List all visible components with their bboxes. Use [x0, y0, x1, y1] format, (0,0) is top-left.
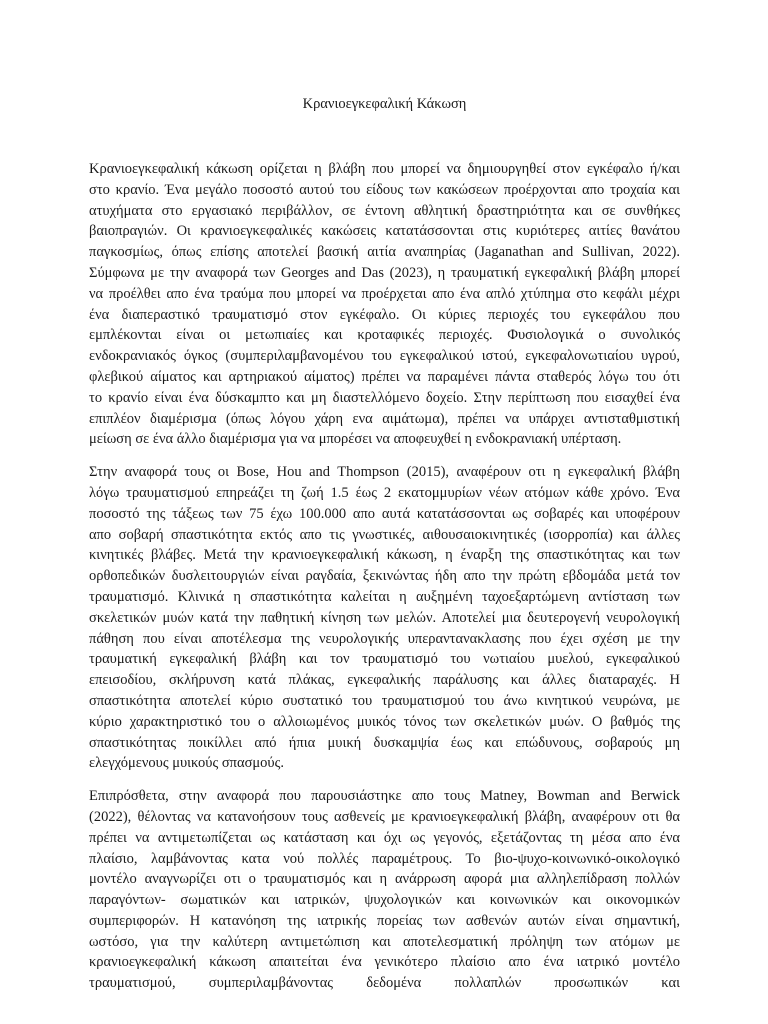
text-line: μοντέλο αναγνωρίζει οτι ο τραυματισμός και η ανάρρωση αφορά μια αλληλεπίδραση πολλών [89, 871, 680, 888]
text-line: επιπλέον διαμέρισμα (όπως λόγου χάρη ενα αιμάτωμα), πρέπει να υπάρχει αντισταθμιστική [89, 410, 680, 427]
text-line: ελεγχόμενους μυικούς σπασμούς. [89, 755, 284, 772]
text-line: Επιπρόσθετα, στην αναφορά που παρουσιάστηκε απο τους Matney, Bowman and Berwick [89, 788, 680, 805]
text-line: φλεβικού αίματος και αρτηριακού αίματος) πρέπει να παραμένει πάντα σταθερός λόγω του ότι [89, 368, 680, 385]
text-line: βαιοπραγιών. Οι κρανιοεγκεφαλικές κακώσεις κατατάσσονται στις κυριότερες αιτίες θανάτου [89, 223, 680, 240]
text-line: Σύμφωνα με την αναφορά των Georges and Das (2023), η τραυματική εγκεφαλική βλάβη μπορεί [89, 264, 680, 281]
text-line: λόγω τραυματισμού επηρεάζει τη ζωή 1.5 έως 2 εκατομμυρίων νέων ατόμων κάθε χρόνο. Ένα [89, 484, 680, 501]
text-line: (2022), θέλοντας να κατανοήσουν τους ασθενείς με κρανιοεγκεφαλική βλάβη, αναφέρουν οτι θα [89, 808, 680, 825]
text-line: ατυχήματα στο εργασιακό περιβάλλον, σε έντονη αθλητική δραστηριότητα και σε συνθήκες [89, 202, 680, 219]
text-line: στο κρανίο. Ένα μεγάλο ποσοστό αυτού του είδους των κακώσεων προέρχονται απο τροχαία και [89, 181, 680, 198]
text-line: πρέπει να αντιμετωπίζεται ως κατάσταση και όχι ως γεγονός, εξετάζοντας τη μέσα απο ένα [89, 829, 680, 846]
document-body [89, 159, 680, 994]
text-line: εμπλέκονται είναι οι μετωπιαίες και κροταφικές περιοχές. Φυσιολογικά ο συνολικός [89, 327, 680, 344]
text-line: πλαίσιο, λαμβάνοντας κατα νού πολλές παραμέτρους. Το βιο-ψυχο-κοινωνικό-οικολογικό [89, 850, 680, 867]
text-line: ένα διαπεραστικό τραυματισμό στον εγκέφαλο. Οι κύριες περιοχές του εγκεφάλου που [89, 306, 680, 323]
text-line: κρανιοεγκεφαλική κάκωση απαιτείται ένα γενικότερο πλαίσιο απο ένα ιατρικό μοντέλο [89, 954, 680, 971]
text-line: παγκοσμίως, όπως επίσης αποτελεί βασική αιτία αναπηρίας (Jaganathan and Sullivan, 2022). [89, 244, 680, 261]
text-line: ενδοκρανιακός όγκος (συμπεριλαμβανομένου του εγκεφαλικού ιστού, εγκεφαλονωτιαίου υγρού, [89, 348, 680, 365]
text-line: τραυματισμό. Κλινικά η σπαστικότητα καλείται η αυξημένη ταχοεξαρτώμενη αντίσταση των [89, 588, 680, 605]
document-title: Κρανιοεγκεφαλική Κάκωση [302, 96, 467, 112]
text-line: σκελετικών μυών κατά την παθητική κίνηση των μελών. Αποτελεί μια δευτερογενή νευρολογική [89, 609, 680, 626]
text-line: ωστόσο, για την καλύτερη αντιμετώπιση και αποτελεσματική πρόληψη των ατόμων με [89, 933, 680, 950]
text-line: τραυματική εγκεφαλική βλάβη και τον τραυματισμό του νωτιαίου μυελού, εγκεφαλικού [89, 651, 680, 668]
paragraph [89, 786, 680, 994]
text-line: σπαστικότητας ποικίλλει από ήπια μυική δυσκαμψία έως και επώδυνους, σοβαρούς μη [89, 734, 680, 751]
text-line: ποσοστό της τάξεως των 75 έχω 100.000 απο αυτά κατατάσσονται ως σοβαρές και υποφέρουν [89, 505, 680, 522]
paragraph [89, 462, 680, 774]
text-line: κινητικές βλάβες. Μετά την κρανιοεγκεφαλική κάκωση, η έναρξη της σπαστικότητας και των [89, 547, 680, 564]
paragraph [89, 159, 680, 450]
text-line: πάθηση που είναι αποτέλεσμα της νευρολογικής υπεραντανακλασης που έχει σχέση με την [89, 630, 680, 647]
text-line: Κρανιοεγκεφαλική κάκωση ορίζεται η βλάβη που μπορεί να δημιουργηθεί στον εγκέφαλο ή/και [89, 161, 680, 177]
text-line: κύριο χαρακτηριστικό του ο αλλοιωμένος μυικός τόνος των σκελετικών μυών. Ο βαθμός της [89, 713, 680, 730]
text-line: ορθοπεδικών δυσλειτουργιών είναι ραγδαία, ξεκινώντας ήδη απο την πρώτη εβδομάδα μετά τον [89, 568, 680, 585]
text-line: απο σοβαρή σπαστικότητα εκτός απο τις γνωστικές, αιθουσαιοκινητικές (ισορροπία) και άλλες [89, 526, 680, 543]
text-line: μείωση σε ένα άλλο διαμέρισμα για να μπορέσει να αποφευχθεί η ενδοκρανιακή υπέρταση. [89, 431, 622, 448]
text-line: Στην αναφορά τους οι Bose, Hou and Thompson (2015), αναφέρουν οτι η εγκεφαλική βλάβη [89, 464, 680, 481]
text-line: να προέλθει απο ένα τραύμα που μπορεί να προέρχεται απο ένα απλό χτύπημα στο κεφάλι μέχρι [89, 285, 680, 302]
text-line: παραγόντων- σωματικών και ιατρικών, ψυχολογικών και κοινωνικών και οικονομικών [89, 892, 680, 909]
text-line: τραυματισμού, συμπεριλαμβάνοντας δεδομένα πολλαπλών προσωπικών και [89, 975, 680, 992]
text-line: συμπεριφορών. Η κατανόηση της ιατρικής πορείας των ασθενών αυτών είναι σημαντική, [89, 912, 680, 929]
text-line: επεισοδίου, σκλήρυνση κατά πλάκας, εγκεφαλικής παράλυσης και άλλες διαταραχές. Η [89, 672, 680, 689]
text-line: σπαστικότητα αποτελεί κύριο συστατικό του τραυματισμού του άνω κινητικού νευρώνα, με [89, 692, 680, 709]
text-line: το κρανίο είναι ένα δύσκαμπτο και μη διαστελλόμενο δοχείο. Στην περίπτωση που εισαχθεί ένα [89, 389, 680, 406]
